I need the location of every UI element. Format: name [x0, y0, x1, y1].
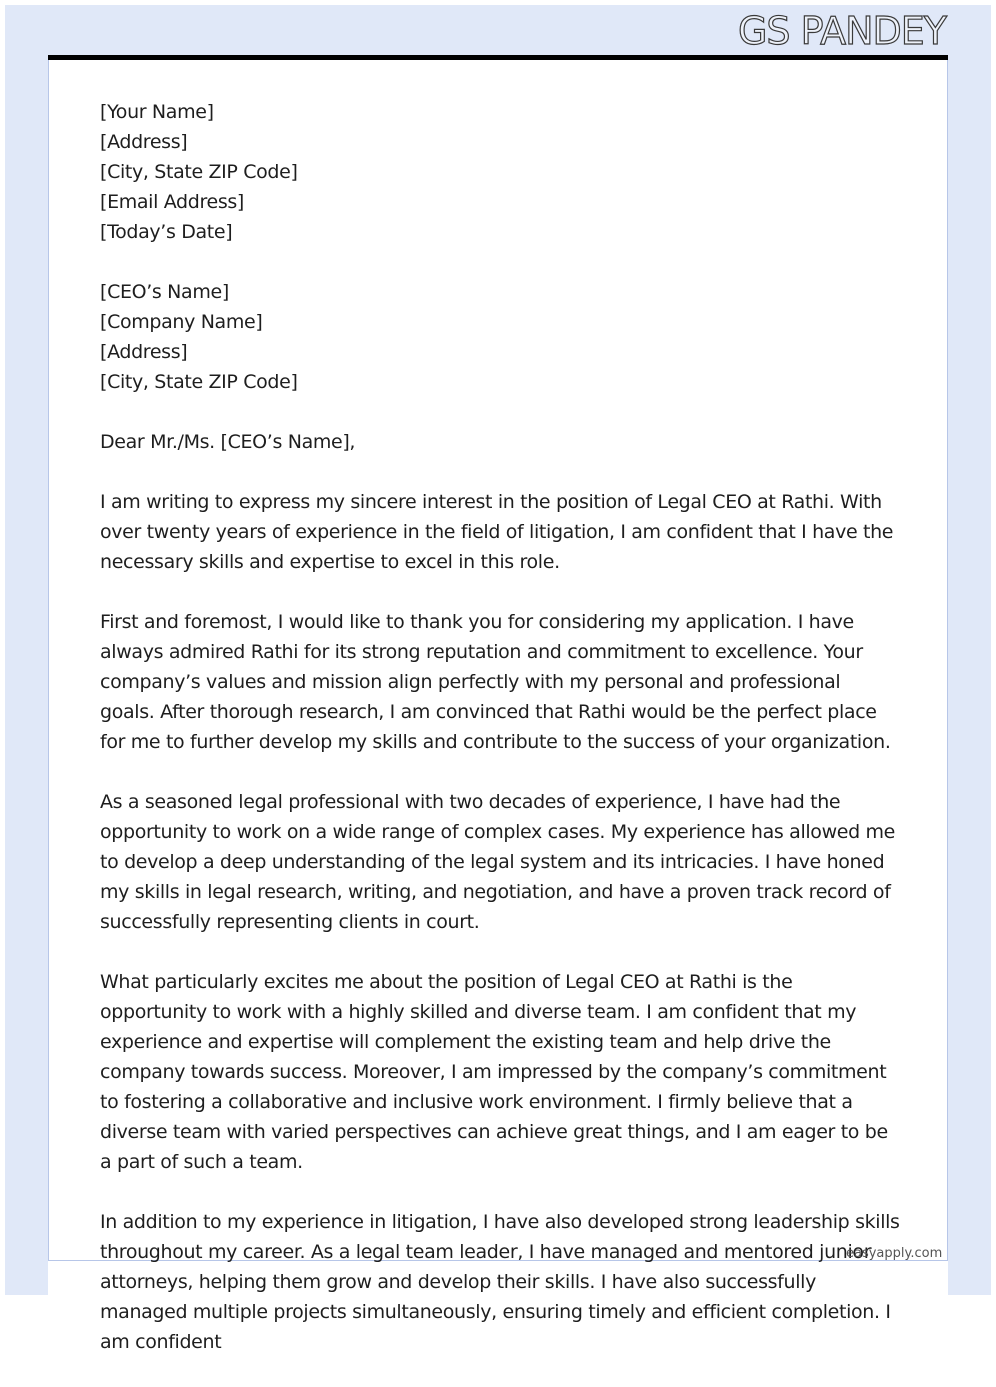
recipient-address: [Address] [100, 341, 188, 363]
sender-address: [Address] [100, 131, 188, 153]
spacer [100, 397, 900, 427]
recipient-block [100, 277, 900, 397]
sender-name: [Your Name] [100, 101, 214, 123]
recipient-city-state-zip: [City, State ZIP Code] [100, 371, 298, 393]
spacer [100, 247, 900, 277]
recipient-name: [CEO’s Name] [100, 281, 229, 303]
sender-city-state-zip: [City, State ZIP Code] [100, 161, 298, 183]
sender-email: [Email Address] [100, 191, 244, 213]
brand-logo: GS PANDEY [737, 9, 946, 53]
letter-date: [Today’s Date] [100, 221, 233, 243]
body-paragraph-2: First and foremost, I would like to thank you for considering my application. I have always admired Rathi for its strong reputation and commitment to excellence. Your company’s values and mission align perfectly with my personal and professional goals. After thorough research, I am convinced that Rathi would be the perfect place for me to further develop my skills and contribute to the success of your organization. [100, 611, 891, 753]
cover-letter [100, 97, 900, 1387]
body-paragraph-1: I am writing to express my sincere interest in the position of Legal CEO at Rathi. With over twenty years of experience in the field of litigation, I am confident that I have the necessary skills and expertise to excel in this role. [100, 491, 894, 573]
sender-block [100, 97, 900, 247]
body-paragraph-4: What particularly excites me about the position of Legal CEO at Rathi is the opportunity to work with a highly skilled and diverse team. I am confident that my experience and expertise will complement the existing team and help drive the company towards success. Moreover, I am impressed by the company’s commitment to fostering a collaborative and inclusive work environment. I firmly believe that a diverse team with varied perspectives can achieve great things, and I am eager to be a part of such a team. [100, 971, 888, 1173]
watermark: easyapply.com [846, 1246, 943, 1261]
body-paragraph-5: In addition to my experience in litigation, I have also developed strong leadership skills throughout my career. As a legal team leader, I have managed and mentored junior attorneys, helping them grow and develop their skills. I have also successfully managed multiple projects simultaneously, ensuring timely and efficient completion. I am confident [100, 1211, 900, 1353]
recipient-company: [Company Name] [100, 311, 263, 333]
salutation: Dear Mr./Ms. [CEO’s Name], [100, 431, 356, 453]
body-paragraph-3: As a seasoned legal professional with two decades of experience, I have had the opportunity to work on a wide range of complex cases. My experience has allowed me to develop a deep understanding of the legal system and its intricacies. I have honed my skills in legal research, writing, and negotiation, and have a proven track record of successfully representing clients in court. [100, 791, 896, 933]
